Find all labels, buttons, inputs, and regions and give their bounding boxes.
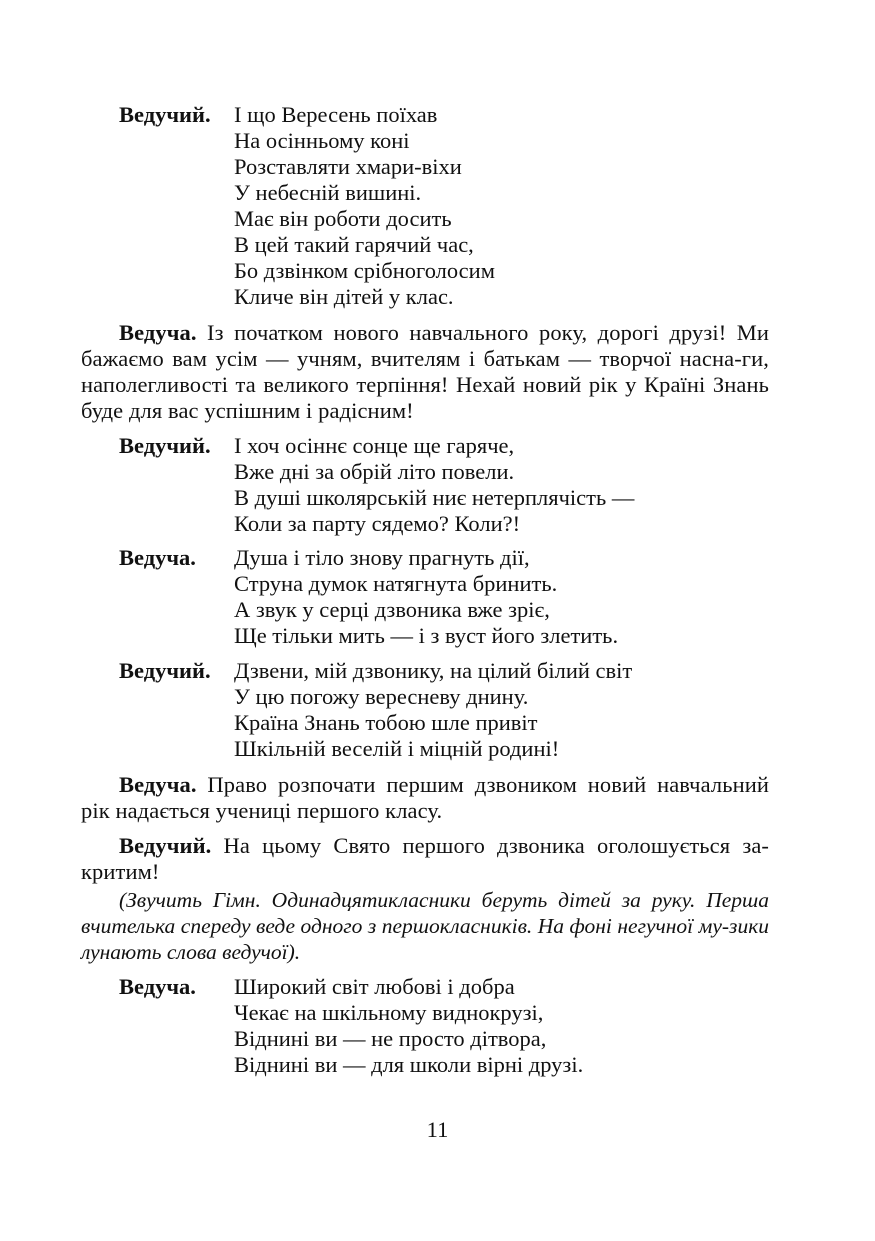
verse-line: В цей такий гарячий час, (234, 232, 474, 257)
verse-block (119, 545, 779, 649)
paragraph-text: На цьому Свято першого дзвоника оголошується за-критим! (81, 833, 769, 884)
verse-line: І хоч осіннє сонце ще гаряче, (234, 433, 515, 458)
verse-line: Коли за парту сядемо? Коли?! (234, 511, 521, 536)
speaker-label: Ведуча. (119, 320, 197, 345)
verse-line: Широкий світ любові і добра (234, 974, 515, 999)
prose-paragraph (81, 320, 769, 424)
verse-line: У небесній вишині. (234, 180, 422, 205)
speaker-label: Ведуча. (119, 974, 196, 999)
verse-block (119, 658, 779, 762)
verse-line: Дзвени, мій дзвонику, на цілий білий світ (234, 658, 633, 683)
verse-line: Країна Знань тобою шле привіт (234, 710, 538, 735)
verse-lines (234, 974, 779, 1078)
verse-line: Віднині ви — для школи вірні друзі. (234, 1052, 584, 1077)
verse-lines (234, 433, 779, 537)
verse-lines (234, 658, 779, 762)
verse-line: Віднині ви — не просто дітвора, (234, 1026, 547, 1051)
verse-block (119, 433, 779, 537)
stage-direction: (Звучить Гімн. Одинадцятикласники беруть дітей за руку. Перша вчителька спереду веде одного з першокласників. На фоні негучної му-зики лунають слова ведучої). (81, 888, 769, 964)
verse-line: В душі школярській ниє нетерплячість — (234, 485, 635, 510)
verse-line: Має він роботи досить (234, 206, 452, 231)
paragraph-text: Право розпочати першим дзвоником новий навчальний рік надається учениці першого класу. (81, 772, 769, 823)
speaker-label: Ведучий. (119, 433, 211, 458)
verse-line: Розставляти хмари-віхи (234, 154, 462, 179)
verse-block (119, 974, 779, 1078)
speaker-label: Ведучий. (119, 658, 211, 683)
verse-lines (234, 545, 779, 649)
page-number: 11 (426, 1117, 449, 1142)
speaker-label: Ведучий. (119, 102, 211, 127)
verse-line: Кличе він дітей у клас. (234, 284, 454, 309)
verse-line: На осінньому коні (234, 128, 410, 153)
verse-line: Ще тільки мить — і з вуст його злетить. (234, 623, 619, 648)
verse-line: Струна думок натягнута бринить. (234, 571, 558, 596)
speaker-label: Ведуча. (119, 772, 197, 797)
verse-line: Вже дні за обрій літо повели. (234, 459, 515, 484)
verse-line: У цю погожу вересневу днину. (234, 684, 529, 709)
verse-block (119, 102, 779, 310)
speaker-label: Ведучий. (119, 833, 212, 858)
prose-paragraph (81, 833, 769, 885)
verse-line: Шкільній веселій і міцній родині! (234, 736, 560, 761)
verse-line: І що Вересень поїхав (234, 102, 438, 127)
paragraph-text: Із початком нового навчального року, дорогі друзі! Ми бажаємо вам усім — учням, вчителям і батькам — творчої насна-ги, наполегливості та великого терпіння! Нехай новий рік у Країні Знань буде для вас успішним і радісним! (81, 320, 769, 423)
verse-line: Душа і тіло знову прагнуть дії, (234, 545, 530, 570)
verse-line: Чекає на шкільному виднокрузі, (234, 1000, 544, 1025)
speaker-label: Ведуча. (119, 545, 196, 570)
prose-paragraph (81, 772, 769, 824)
verse-line: Бо дзвінком срібноголосим (234, 258, 495, 283)
verse-lines (234, 102, 779, 310)
verse-line: А звук у серці дзвоника вже зріє, (234, 597, 550, 622)
